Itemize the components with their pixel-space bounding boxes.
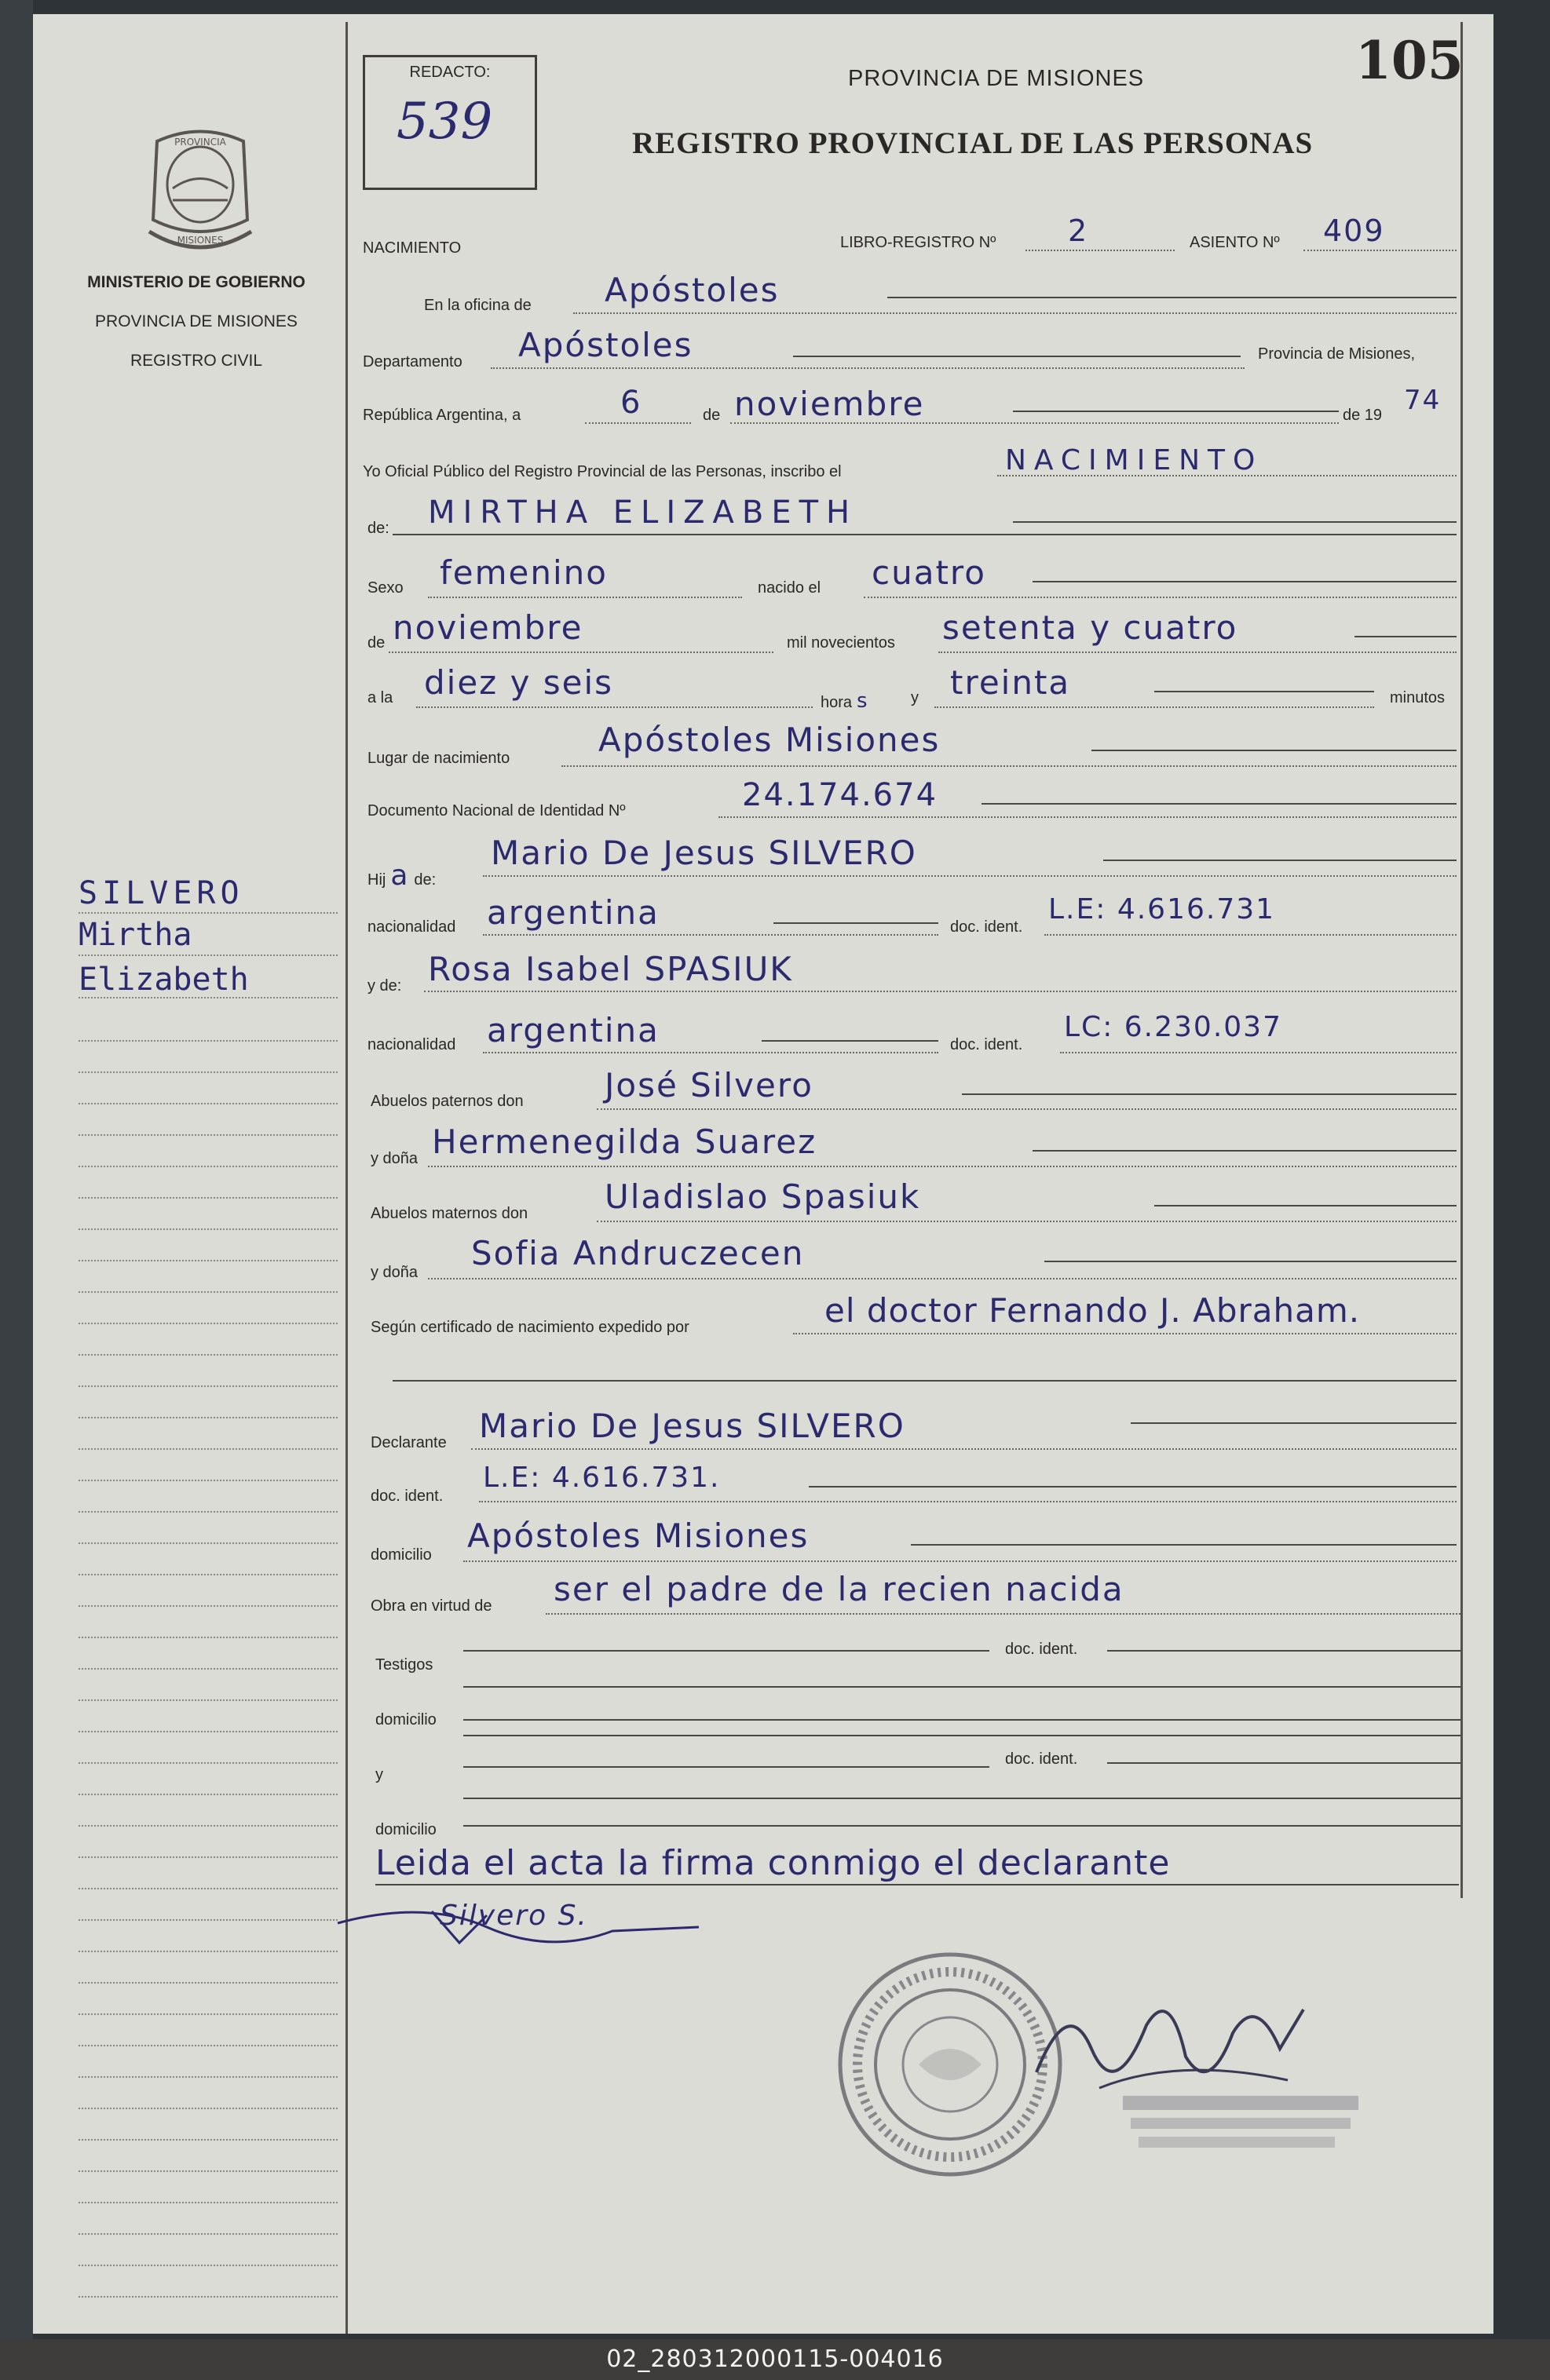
abuela-materna-value: Sofia Andruczecen [471,1234,805,1272]
nombre-value: MIRTHA ELIZABETH [428,495,858,531]
mil-novecientos-label: mil novecientos [787,634,895,652]
madre-doc-value: LC: 6.230.037 [1064,1011,1282,1043]
record-type-label: NACIMIENTO [363,239,462,257]
abuela-paterna-value: Hermenegilda Suarez [432,1122,817,1161]
emblem-top-text: PROVINCIA [174,137,226,148]
libro-label: LIBRO-REGISTRO Nº [840,234,996,251]
nacido-label: nacido el [758,579,821,597]
anio-value: 74 [1404,385,1442,416]
madre-doc-label: doc. ident. [950,1036,1023,1053]
libro-value: 2 [1068,214,1089,248]
abuelo-materno-value: Uladislao Spasiuk [605,1177,921,1216]
declarante-doc-label: doc. ident. [371,1488,444,1505]
declarant-signature-stroke [330,1884,707,1955]
registry-title: REGISTRO PROVINCIAL DE LAS PERSONAS [632,126,1314,160]
testigo2-y-label: y [375,1766,383,1783]
domicilio-label: domicilio [371,1546,432,1564]
hora-suffix: s [857,689,869,713]
margin-second-name: Elizabeth [79,962,249,998]
margin-first-name: Mirtha [79,917,192,953]
dia-value: 6 [620,385,642,421]
sexo-value: femenino [440,553,608,592]
asiento-label: ASIENTO Nº [1190,234,1280,251]
closing-statement: Leida el acta la firma conmigo el declarante [375,1843,1171,1883]
hij-label [367,860,436,892]
oficial-label: Yo Oficial Público del Registro Provincial de las Personas, inscribo el [363,463,842,480]
nacido-de-label: de [367,634,386,652]
image-filename: 02_280312000115-004016 [606,2345,944,2373]
certificado-label: Según certificado de nacimiento expedido por [371,1319,689,1336]
emblem-bottom-text: MISIONES [177,235,224,246]
column-divider [345,22,348,2334]
hora-label [821,689,869,713]
minutos-label: minutos [1390,689,1446,706]
obra-value: ser el padre de la recien nacida [554,1570,1124,1608]
testigos-label: Testigos [375,1656,433,1674]
lugar-value: Apóstoles Misiones [598,721,941,759]
ministry-title: MINISTERIO DE GOBIERNO [87,273,305,291]
padre-nacionalidad-value: argentina [487,893,660,932]
madre-value: Rosa Isabel SPASIUK [428,950,793,988]
header-province: PROVINCIA DE MISIONES [848,66,1145,91]
page-number: 105 [1355,30,1464,91]
padre-value: Mario De Jesus SILVERO [491,834,917,872]
declarante-label: Declarante [371,1434,447,1451]
page-right-edge [1460,22,1463,1898]
republica-de-label: de [703,407,721,424]
nacido-mes-value: noviembre [393,608,583,647]
abuelos-paternos-label: Abuelos paternos don [371,1093,524,1110]
dni-value: 24.174.674 [742,777,938,813]
margin-surname: SILVERO [79,875,244,911]
dni-label: Documento Nacional de Identidad Nº [367,802,626,819]
testigo2-doc-label: doc. ident. [1005,1750,1078,1768]
asiento-value: 409 [1323,214,1385,248]
departamento-value: Apóstoles [518,326,693,364]
hij-suffix: a [390,860,410,892]
oficina-label: En la oficina de [424,297,532,314]
testigo1-doc-label: doc. ident. [1005,1641,1078,1658]
nombre-de-label: de: [367,520,389,537]
acto-value: NACIMIENTO [1005,444,1263,476]
hora-word: hora [821,694,853,711]
ala-label: a la [367,689,393,706]
declarante-doc-value: L.E: 4.616.731. [483,1462,721,1494]
republica-label: República Argentina, a [363,407,521,424]
padre-doc-label: doc. ident. [950,918,1023,936]
anio-label: de 19 [1343,407,1383,424]
testigo1-domicilio-label: domicilio [375,1711,437,1728]
lugar-label: Lugar de nacimiento [367,750,510,767]
provincial-emblem-icon [141,126,259,259]
book-spine [0,0,33,2339]
domicilio-value: Apóstoles Misiones [467,1517,810,1555]
declarante-value: Mario De Jesus SILVERO [479,1407,905,1445]
hora-y-label: y [911,689,919,706]
nacido-dia-value: cuatro [872,553,986,592]
madre-nacionalidad-value: argentina [487,1011,660,1049]
departamento-label: Departamento [363,353,462,371]
redacto-box [363,55,537,190]
abuela-materna-label: y doña [371,1264,419,1281]
hora-value: diez y seis [424,663,614,702]
civil-registry-subtitle: REGISTRO CIVIL [130,352,263,370]
abuelos-maternos-label: Abuelos maternos don [371,1205,528,1222]
declarant-signature: Silvero S. [440,1900,588,1932]
padre-doc-value: L.E: 4.616.731 [1048,893,1276,925]
madre-nacionalidad-label: nacionalidad [367,1036,456,1053]
nacido-anio-value: setenta y cuatro [942,608,1238,647]
mes-value: noviembre [734,385,925,423]
abuela-paterna-label: y doña [371,1150,419,1167]
minutos-value: treinta [950,663,1071,702]
padre-nacionalidad-label: nacionalidad [367,918,456,936]
madre-label: y de: [367,977,402,995]
official-title-stamp-icon [1115,2088,1374,2166]
redacto-value: 539 [397,93,493,151]
obra-label: Obra en virtud de [371,1597,492,1615]
redacto-label: REDACTO: [409,64,491,81]
abuelo-paterno-value: José Silvero [605,1066,813,1104]
oficina-value: Apóstoles [605,271,780,309]
sexo-label: Sexo [367,579,404,597]
certificado-value: el doctor Fernando J. Abraham. [824,1291,1361,1330]
provincia-label: Provincia de Misiones, [1258,345,1416,363]
hij-de-word: de: [414,871,437,889]
testigo2-domicilio-label: domicilio [375,1821,437,1838]
province-subtitle: PROVINCIA DE MISIONES [95,312,298,330]
hij-word: Hij [367,871,386,889]
